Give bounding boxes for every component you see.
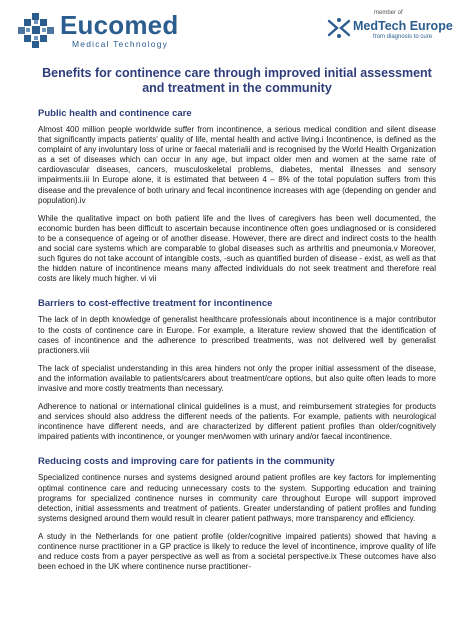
medtech-europe-logo-tagline: from diagnosis to cure	[373, 34, 433, 40]
medtech-europe-logo-text: MedTech Europe	[353, 19, 453, 33]
section-heading: Public health and continence care	[38, 108, 192, 119]
medtech-europe-logo-icon	[326, 16, 352, 40]
section-heading: Barriers to cost-effective treatment for incontinence	[38, 298, 273, 310]
paragraph: The lack of specialist understanding in this area hinders not only the proper initial assessment of the disease, and the information available to patients/carers about treatment/care options, but also quite often leads to more invasive and more costly treatments than necessary.	[38, 363, 436, 393]
eucomed-logo	[18, 10, 198, 48]
page-header	[0, 0, 474, 66]
paragraph: Specialized continence nurses and systems designed around patient profiles are key factors for implementing optimal continence care and reducing unnecessary costs to the system. Supporting education and training programs for specialized continence nurses in community care throughout Europe will support improved detection, initial assessments and treatment of patients. Greater understanding of patient profiles and funding systems designed around them would result in clearer patient pathways, more transparency and efficiency.	[38, 473, 436, 523]
section-heading: Reducing costs and improving care for patients in the community	[38, 456, 335, 468]
paragraph: A study in the Netherlands for one patient profile (older/cognitive impaired patients) showed that having a continence nurse practitioner in a GP practice is likely to reduce the level of incontinence, improve quality of life and reduce costs from a payer perspective as well as from a societal perspective.ix These outcomes have also been echoed in the UK where continence nurse practitioner-	[38, 531, 436, 572]
eucomed-logo-text: Eucomed	[60, 10, 179, 40]
paragraph: Almost 400 million people worldwide suffer from incontinence, a serious medical condition and silent disease that significantly impacts patients' quality of life, mental health and active living.i Incontinence, is defined as the complaint of any involuntary loss of urine or faecal materialii and is recognised by the World Health Organization as a set of diseases which can occur in any age, but impact older men and women at the same rate of cardiovascular diseases, cancers, musculoskeletal problems, diabetes, mental illnesses and sensory impairments.iii In Europe alone, it is estimated that between 4 – 8% of the total population suffers from this disease and the prevalence of both urinary and fecal incontinence increases with age (depending on gender and population).iv	[38, 125, 436, 205]
paragraph: While the qualitative impact on both patient life and the lives of caregivers has been well documented, the economic burden has been difficult to ascertain because incontinence often goes undiagnosed or is considered to be a consequence of ageing or of another disease. However, there are direct and indirect costs to the health and social care systems which are comparable to global diseases such as arthritis and pneumonia.v Moreover, such figures do not take account of intangible costs, -such as quantified burden of disease - exist, as well as that the hidden nature of incontinence means many affected individuals do not seek treatment and therefore real costs are likely much higher. vi vii	[38, 213, 436, 284]
document-title: Benefits for continence care through improved initial assessment and treatment in the community	[42, 66, 432, 95]
section-public-health	[38, 108, 436, 284]
paragraph: The lack of in depth knowledge of generalist healthcare professionals about incontinence is a major contributor to the costs of continence care in Europe. For example, a literature review showed that the identification of cases of incontinence and the adherence to prescribed treatments, was not delivered well by generalist practioners.viii	[38, 315, 436, 355]
section-barriers	[38, 298, 436, 442]
paragraph: Adherence to national or international clinical guidelines is a must, and reimbursement strategies for products and services should also address the different needs of the patients. For example, patients with neurological incontinence have different needs, and are characterized by different patient profiles than older/cognitively impaired patients with incontinence, or younger men/women with urinary and/or faecal incontinence.	[38, 402, 436, 442]
section-reducing-costs	[38, 456, 436, 572]
eucomed-cube-logo-icon	[18, 12, 54, 48]
document-body	[38, 66, 436, 580]
medtech-europe-logo	[326, 10, 456, 46]
member-of-label: member of	[374, 10, 403, 16]
eucomed-logo-tagline: Medical Technology	[72, 39, 169, 49]
